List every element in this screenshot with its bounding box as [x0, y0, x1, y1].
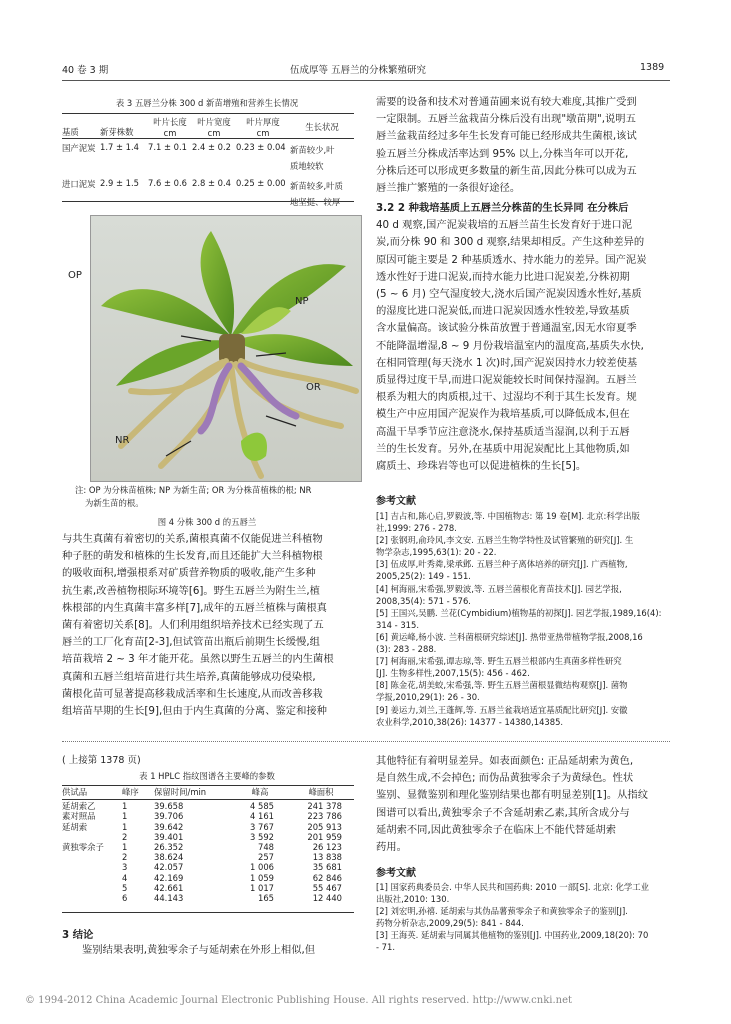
- table1-cell: 165: [258, 893, 274, 904]
- table1-cell: 223 786: [307, 811, 342, 822]
- table1-cell: 4 161: [250, 811, 274, 822]
- table-row: [62, 832, 354, 842]
- text-line: 一定限制。五唇兰盆栽苗分株后没有出现"墩苗期",说明五: [376, 113, 636, 126]
- text-line: 株根部的内生真菌丰富多样[7],成年的五唇兰植株与菌根真: [62, 601, 327, 614]
- reference-item: [2] 张钢玥,俞玲风,李文安. 五唇兰生物学特性及试管繁殖的研究[J]. 生: [376, 535, 634, 546]
- text-line: 鉴别结果表明,黄独零余子与延胡索在外形上相似,但: [82, 944, 316, 956]
- continued-note: ( 上接第 1378 页): [62, 755, 141, 766]
- reference-item: [3] 王海英. 延胡索与同属其他植物的鉴别[J]. 中国药业,2009,18(20): 70: [376, 930, 649, 941]
- section-3-title: 3 结论: [62, 929, 94, 941]
- reference-item: 农业科学,2010,38(26): 14377 - 14380,14385.: [376, 716, 564, 727]
- reference-item: 药物分析杂志,2009,29(5): 841 - 844.: [376, 918, 524, 929]
- section-3-2-heading: 3.2 2 种栽培基质上五唇兰分株苗的生长异同 在分株后: [376, 202, 629, 214]
- table3-header: 生长状况: [305, 122, 339, 132]
- orchid-photo: [90, 215, 362, 482]
- text-line: 是自然生成,不会掉色; 而伪品黄独零余子为黄绿色。性状: [376, 772, 634, 785]
- table1-cell: 5: [122, 882, 128, 893]
- text-line: 的吸收面积,增强根系对矿质营养物质的吸收,能产生多种: [62, 567, 316, 580]
- table3-caption: 表 3 五唇兰分株 300 d 新苗增殖和营养生长情况: [115, 98, 299, 108]
- table1-cell: 1: [122, 801, 128, 812]
- table3-bottom-rule: [62, 201, 354, 202]
- table1-cell: 1 059: [250, 872, 274, 883]
- table1-cell: 35 681: [312, 862, 342, 873]
- table1-cell: 39.706: [154, 811, 184, 822]
- section-3-text: [82, 942, 362, 959]
- table1-cell: 55 467: [312, 882, 342, 893]
- table3-header-row: [62, 116, 354, 139]
- table1-cell: 748: [258, 842, 274, 853]
- table-row: [62, 174, 354, 210]
- reference-item: [1] 国家药典委员会. 中华人民共和国药典: 2010 一部[S]. 北京: 化学工业: [376, 882, 649, 892]
- text-line: 高温干旱季节应注意浇水,保持基质适当湿润,以利于五唇: [376, 425, 630, 438]
- table3: [62, 116, 354, 210]
- table3-cell: 7.6 ± 0.6: [148, 178, 187, 188]
- table1-cell: 3: [122, 862, 128, 873]
- table3-cell: 2.9 ± 1.5: [100, 178, 139, 188]
- table1-top-rule: [62, 785, 354, 786]
- text-line: 培苗栽培 2 ~ 3 年才能开花。虽然以野生五唇兰的内生菌根: [62, 653, 334, 666]
- table-row: [62, 873, 354, 883]
- table3-header: 基质: [62, 127, 79, 137]
- text-line: 在相同管理(每天浇水 1 次)时,国产泥炭因持水力较差使基: [376, 356, 638, 369]
- table3-header: 叶片宽度 cm: [197, 117, 231, 138]
- table3-cell: 国产泥炭: [62, 143, 96, 153]
- text-line: 组培苗早期的生长[9],但由于内生真菌的分离、鉴定和接种: [62, 705, 327, 718]
- table1-cell: 1 017: [250, 882, 274, 893]
- table-row: [62, 893, 354, 903]
- running-title: 伍成厚等 五唇兰的分株繁殖研究: [290, 65, 427, 76]
- orchid-illustration: [91, 216, 361, 481]
- section-separator: [62, 741, 670, 742]
- table1-cell: 241 378: [307, 801, 342, 812]
- text-line: 分株后还可以形成更多数量的新生苗,因此分株可以成为五: [376, 164, 637, 177]
- table3-cell: 进口泥炭: [62, 179, 96, 189]
- table1-cell: [62, 893, 122, 903]
- text-line: 抗生素,改善植物根际环境等[6]。野生五唇兰为附生兰,植: [62, 584, 320, 597]
- text-line: 需要的设备和技术对普通苗圃来说有较大难度,其推广受到: [376, 96, 637, 108]
- table1-cell: 201 959: [307, 831, 342, 842]
- header-rule: [62, 80, 670, 81]
- reference-item: [1] 吉占和,陈心启,罗毅波,等. 中国植物志: 第 19 卷[M]. 北京:科学出版: [376, 511, 640, 521]
- table3-header: 叶片厚度 cm: [246, 117, 280, 138]
- table-row: [62, 811, 354, 821]
- table1-cell: 39.642: [154, 821, 184, 832]
- table1-header: 峰序: [122, 787, 139, 797]
- table-row: [62, 883, 354, 893]
- text-line: 的湿度比进口泥炭低,而进口泥炭因透水性较差,导致基质: [376, 305, 630, 318]
- table1: [62, 787, 354, 903]
- table1-cell: 3 592: [250, 831, 274, 842]
- table1-cell: [62, 852, 122, 862]
- right-column-text: [376, 94, 672, 197]
- table1-cell: 26 123: [312, 842, 342, 853]
- table1-header: 供试品: [62, 787, 88, 797]
- table1-cell: 39.401: [154, 831, 184, 842]
- text-line: 唇兰推广繁殖的一条很好途径。: [376, 182, 521, 195]
- reference-item: [8] 陈金花,胡美蛟,宋希强,等. 野生五唇兰菌根显微结构观察[J]. 菌物: [376, 680, 628, 691]
- table1-cell: 38.624: [154, 852, 184, 863]
- reference-item: [6] 黄运峰,杨小波. 兰科菌根研究综述[J]. 热带亚热带植物学报,2008,16: [376, 631, 643, 642]
- text-line: 原因可能主要是 2 种基质透水、持水能力的差异。国产泥炭: [376, 253, 647, 266]
- table1-cell: 6: [122, 893, 128, 904]
- text-line: 鉴别、显微鉴别和理化鉴别结果也都有明显差别[1]。从指纹: [376, 789, 649, 802]
- table1-header: 保留时间/min: [154, 787, 207, 797]
- table1-cell: 13 838: [312, 852, 342, 863]
- text-line: 含水量偏高。该试验分株苗放置于普通温室,因无水帘夏季: [376, 322, 637, 335]
- journal-volume: 40 卷 3 期: [62, 65, 109, 76]
- table1-header: 峰高: [251, 787, 269, 797]
- table1-cell: [62, 873, 122, 883]
- table1-header: 峰面积: [308, 787, 334, 797]
- table1-cell: 26.352: [154, 842, 184, 853]
- table-row: [62, 142, 354, 174]
- text-line: 质显得过度干旱,而进口泥炭能较长时间保持湿润。五唇兰: [376, 374, 637, 387]
- reference-item: [9] 姜运力,刘兰,王蓬辉,等. 五唇兰盆栽培适宜基质配比研究[J]. 安徽: [376, 704, 628, 715]
- reference-item: [4] 柯海丽,宋希强,罗毅波,等. 五唇兰菌根化育苗技术[J]. 园艺学报,: [376, 583, 622, 594]
- label-or: OR: [306, 382, 321, 393]
- section-3-2: [376, 200, 672, 475]
- text-line: 菌根化苗可显著提高移栽成活率和生长速度,从而改善移栽: [62, 687, 323, 700]
- table1-cell: 延胡索: [62, 821, 88, 832]
- table-row: [62, 801, 354, 811]
- table1-cell: 延胡索乙: [62, 801, 96, 812]
- text-line: 根系为粗大的肉质根,过干、过湿均不利于其生长发育。规: [376, 391, 637, 404]
- text-line: 炭,而分株 90 和 300 d 观察,结果却相反。产生这种差异的: [376, 236, 645, 249]
- text-line: 模生产中应用国产泥炭作为栽培基质,可以降低成本,但在: [376, 408, 630, 421]
- table3-cell: 2.8 ± 0.4: [192, 178, 231, 188]
- table1-cell: 2: [122, 852, 128, 863]
- table1-cell: 12 440: [312, 893, 342, 904]
- text-line: 不能降温增湿,8 ~ 9 月份栽培温室内的温度高,基质失水快,: [376, 339, 644, 352]
- reference-item: - 71.: [376, 942, 396, 953]
- text-line: 40 d 观察,国产泥炭栽培的五唇兰苗生长发育好于进口泥: [376, 219, 632, 232]
- reference-item: 学报,2010,29(1): 26 - 30.: [376, 692, 480, 703]
- table1-cell: [62, 883, 122, 893]
- table1-cell: 1: [122, 811, 128, 822]
- text-line: 唇兰盆栽苗经过多年生长发育可能已经形成共生菌根,该试: [376, 130, 637, 143]
- table3-header: 新芽株数: [100, 127, 134, 137]
- text-line: 透水性好于进口泥炭,而持水能力比进口泥炭差,分株初期: [376, 270, 630, 283]
- table-row: [62, 852, 354, 862]
- table1-cell: [62, 862, 122, 872]
- table1-cell: 黄独零余子: [62, 842, 104, 853]
- table3-cell: 新苗较少,叶 质地较软: [290, 145, 335, 171]
- text-line: 腐质土、珍珠岩等也可以促进植株的生长[5]。: [376, 460, 587, 473]
- table3-cell: 0.25 ± 0.00: [236, 178, 286, 188]
- reference-item: 314 - 315.: [376, 619, 419, 630]
- reference-item: 社,1999: 276 - 278.: [376, 523, 457, 534]
- table1-cell: 1: [122, 842, 128, 853]
- table3-cell: 7.1 ± 0.1: [148, 142, 187, 152]
- bottom-refs-title: 参考文献: [376, 868, 416, 879]
- reference-item: 2008,35(4): 571 - 576.: [376, 595, 471, 606]
- table3-cell: 1.7 ± 1.4: [100, 142, 139, 152]
- bottom-references-list: [376, 881, 672, 954]
- reference-item: (3): 283 - 288.: [376, 644, 437, 655]
- text-line: 菌有着密切关系[8]。人们利用组织培养技术已经实现了五: [62, 619, 324, 632]
- table1-cell: 4: [122, 872, 128, 883]
- page-number: 1389: [640, 62, 665, 73]
- table1-cell: 257: [258, 852, 274, 863]
- table1-cell: [62, 832, 122, 842]
- table3-top-rule: [62, 113, 354, 114]
- table1-cell: 39.658: [154, 801, 184, 812]
- reference-item: [2] 刘宏明,孙禧. 延胡索与其伪品薯蓣零余子和黄独零余子的鉴别[J].: [376, 906, 628, 917]
- label-nr: NR: [115, 435, 130, 446]
- table1-bottom-rule: [62, 912, 354, 913]
- table1-cell: 44.143: [154, 893, 184, 904]
- table3-cell: 0.23 ± 0.04: [236, 142, 286, 152]
- table3-cell: 新苗较多,叶质 地坚挺、较厚: [290, 181, 343, 207]
- reference-item: [5] 王国兴,吴鹏. 兰花(Cymbidium)植物基的初探[J]. 园艺学报,1989,16(4):: [376, 607, 662, 618]
- text-line: 延胡索不同,因此黄独零余子在临床上不能代替延胡索: [376, 823, 617, 836]
- figure4-caption: 图 4 分株 300 d 的五唇兰: [157, 517, 257, 527]
- table-row: [62, 862, 354, 872]
- refs-title: 参考文献: [376, 496, 416, 507]
- table1-cell: 42.661: [154, 882, 184, 893]
- text-line: 药用。: [376, 841, 407, 854]
- table3-cell: 2.4 ± 0.2: [192, 142, 231, 152]
- table1-header-row: [62, 787, 354, 800]
- table1-cell: 3 767: [250, 821, 274, 832]
- text-line: (5 ~ 6 月) 空气湿度较大,浇水后国产泥炭因透水性好,基质: [376, 288, 642, 301]
- text-line: 图谱可以看出,黄独零余子不含延胡索乙素,其所含成分与: [376, 806, 630, 819]
- reference-item: 2005,25(2): 149 - 151.: [376, 571, 471, 582]
- reference-item: 物学杂志,1995,63(1): 20 - 22.: [376, 547, 497, 558]
- table1-cell: 素对照品: [62, 811, 96, 822]
- bottom-right-text: [376, 753, 672, 856]
- label-op: OP: [68, 270, 82, 281]
- reference-item: [7] 柯海丽,宋希强,谭志琼,等. 野生五唇兰根部内生真菌多样性研究: [376, 656, 622, 667]
- table3-header: 叶片长度 cm: [153, 117, 187, 138]
- table1-cell: 42.169: [154, 872, 184, 883]
- references-list: [376, 510, 672, 728]
- copyright-footer: © 1994-2012 China Academic Journal Electronic Publishing House. All rights reserved. http://www.cnki.net: [25, 995, 573, 1006]
- table1-cell: 4 585: [250, 801, 274, 812]
- table1-cell: 62 846: [312, 872, 342, 883]
- text-line: 与共生真菌有着密切的关系,菌根真菌不仅能促进兰科植物: [62, 533, 323, 545]
- table-row: [62, 842, 354, 852]
- reference-item: 出版社,2010: 130.: [376, 894, 450, 905]
- table1-cell: 2: [122, 831, 128, 842]
- label-np: NP: [295, 296, 309, 307]
- reference-item: [J]. 生物多样性,2007,15(5): 456 - 462.: [376, 668, 530, 679]
- text-line: 真菌和五唇兰组培苗进行共生培养,真菌能够成功侵染根,: [62, 670, 316, 683]
- table1-cell: 1 006: [250, 862, 274, 873]
- figure4-note: [75, 484, 312, 510]
- text-line: 其他特征有着明显差异。如表面颜色: 正品延胡索为黄色,: [376, 755, 634, 767]
- text-line: 种子胚的萌发和植株的生长发育,而且还能扩大兰科植物根: [62, 550, 323, 563]
- note-line: 为新生苗的根。: [85, 498, 144, 508]
- text-line: 唇兰的工厂化育苗[2-3],但试管苗出瓶后前期生长缓慢,组: [62, 636, 320, 649]
- table1-caption: 表 1 HPLC 指纹图谱各主要峰的参数: [139, 771, 275, 781]
- left-column-text: [62, 531, 358, 720]
- table1-cell: 42.057: [154, 862, 184, 873]
- table1-cell: 1: [122, 821, 128, 832]
- table1-cell: 205 913: [307, 821, 342, 832]
- table-row: [62, 822, 354, 832]
- note-line: 注: OP 为分株苗植株; NP 为新生苗; OR 为分株苗植株的根; NR: [75, 485, 312, 495]
- text-line: 兰的生长发育。另外,在基质中用泥炭配比上其他物质,如: [376, 442, 630, 455]
- reference-item: [3] 伍成厚,叶秀粦,梁承邺. 五唇兰种子离体培养的研究[J]. 广西植物,: [376, 559, 628, 570]
- text-line: 验五唇兰分株成活率达到 95% 以上,分株当年可以开花,: [376, 147, 629, 160]
